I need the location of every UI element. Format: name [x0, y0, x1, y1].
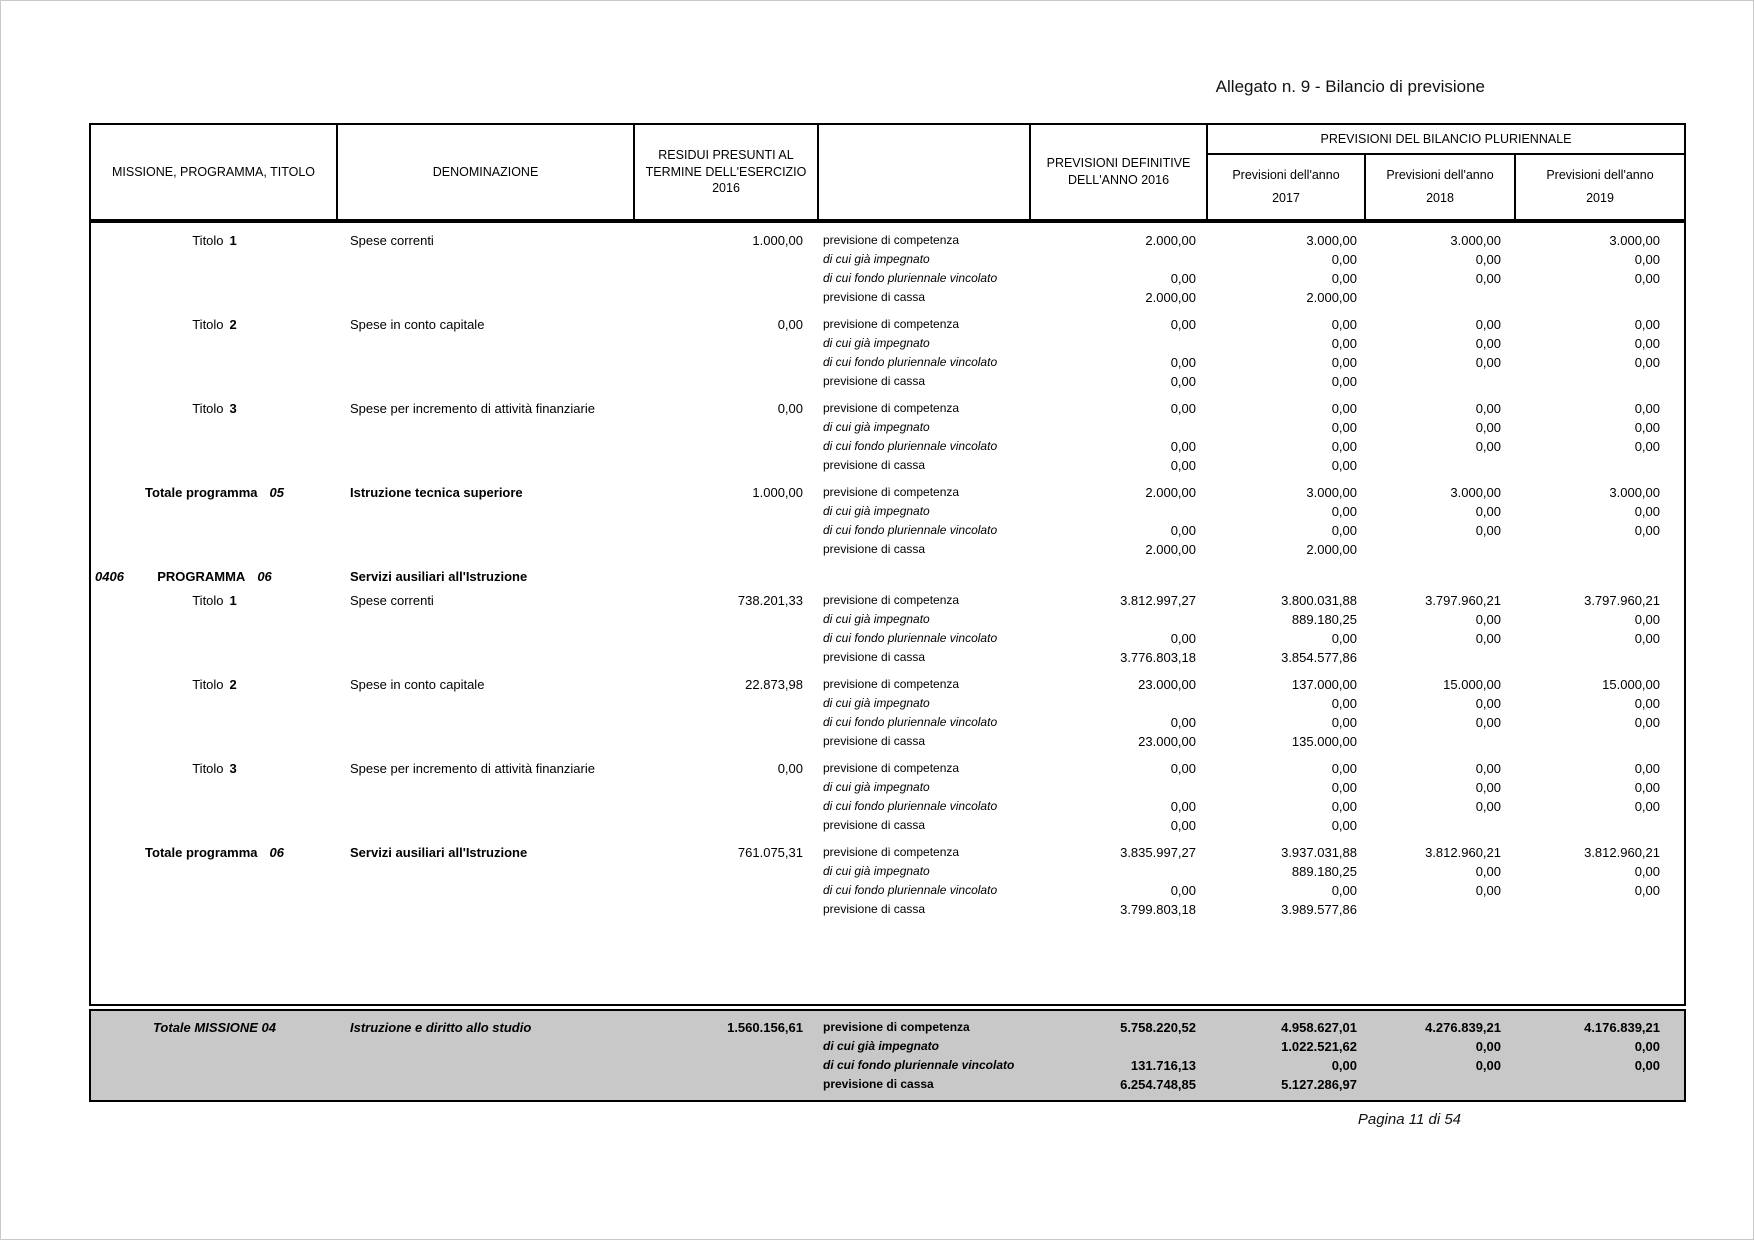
amount-cell: 0,00: [1475, 780, 1501, 795]
amount-cell: 0,00: [1475, 696, 1501, 711]
budget-group: [91, 843, 1684, 919]
header-def2016-line1: PREVISIONI DEFINITIVE: [1046, 156, 1191, 171]
row-label: previsione di competenza: [823, 593, 960, 607]
row-label: previsione di competenza: [823, 1020, 970, 1034]
amount-cell: 0,00: [1331, 252, 1357, 267]
amount-cell: 0,00: [1331, 761, 1357, 776]
group-label-text: Titolo: [192, 677, 224, 692]
amount-cell: 3.000,00: [1306, 233, 1357, 248]
amount-cell: 0,00: [1170, 761, 1196, 776]
amount-cell: 4.958.627,01: [1281, 1020, 1357, 1035]
residui-cell: 22.873,98: [745, 677, 803, 692]
residui-cell: 0,00: [777, 401, 803, 416]
header-residui-line3: 2016: [712, 181, 740, 196]
header-anno-2019-label: Previsioni dell'anno: [1546, 168, 1654, 183]
group-number: 2: [229, 317, 237, 332]
residui-cell: 0,00: [777, 761, 803, 776]
amount-cell: 0,00: [1634, 355, 1660, 370]
amount-cell: 0,00: [1475, 799, 1501, 814]
amount-cell: 3.000,00: [1450, 233, 1501, 248]
header-anno-2018-label: Previsioni dell'anno: [1386, 168, 1494, 183]
denominazione-cell: Servizi ausiliari all'Istruzione: [350, 845, 528, 860]
amount-cell: 0,00: [1170, 271, 1196, 286]
amount-cell: 0,00: [1170, 523, 1196, 538]
row-label: previsione di competenza: [823, 317, 960, 331]
amount-cell: 0,00: [1331, 818, 1357, 833]
budget-group: [91, 591, 1684, 667]
amount-cell: 0,00: [1170, 458, 1196, 473]
amount-cell: 0,00: [1634, 715, 1660, 730]
amount-cell: 0,00: [1170, 631, 1196, 646]
row-label: di cui già impegnato: [823, 420, 930, 434]
amount-cell: 0,00: [1331, 1058, 1357, 1073]
group-label: [91, 483, 338, 502]
amount-cell: 3.776.803,18: [1120, 650, 1196, 665]
denominazione-cell: Spese per incremento di attività finanziarie: [350, 401, 595, 416]
page-number: Pagina 11 di 54: [1357, 1111, 1461, 1128]
amount-cell: 3.797.960,21: [1425, 593, 1501, 608]
amount-cell: 0,00: [1475, 761, 1501, 776]
amount-cell: 0,00: [1331, 631, 1357, 646]
amount-cell: 0,00: [1475, 439, 1501, 454]
amount-cell: 0,00: [1475, 1039, 1501, 1054]
group-number: 06: [269, 845, 284, 860]
header-denominazione-label: DENOMINAZIONE: [432, 164, 539, 179]
group-number: 1: [229, 593, 237, 608]
amount-cell: 1.022.521,62: [1281, 1039, 1357, 1054]
group-label-text: Titolo: [192, 233, 224, 248]
row-label: previsione di cassa: [823, 734, 926, 748]
header-anno-2019-year: 2019: [1586, 191, 1614, 205]
row-label: di cui già impegnato: [823, 336, 930, 350]
amount-cell: 3.000,00: [1609, 485, 1660, 500]
row-label: di cui già impegnato: [823, 696, 930, 710]
group-label: [91, 591, 338, 610]
residui-cell: 1.000,00: [752, 233, 803, 248]
amount-cell: 3.854.577,86: [1281, 650, 1357, 665]
row-label: previsione di competenza: [823, 233, 960, 247]
amount-cell: 0,00: [1170, 374, 1196, 389]
residui-cell: 1.000,00: [752, 485, 803, 500]
group-number: 1: [229, 233, 237, 248]
group-number: 3: [229, 761, 237, 776]
budget-group: [91, 399, 1684, 475]
amount-cell: 0,00: [1634, 883, 1660, 898]
missione-total-block: [89, 1009, 1686, 1102]
amount-cell: 0,00: [1475, 336, 1501, 351]
row-label: di cui fondo pluriennale vincolato: [823, 799, 998, 813]
header-empty-column: [819, 125, 1031, 219]
group-number: 05: [269, 485, 284, 500]
denominazione-cell: Servizi ausiliari all'Istruzione: [350, 569, 528, 584]
amount-cell: 0,00: [1634, 1058, 1660, 1073]
residui-cell: 1.560.156,61: [727, 1020, 803, 1035]
denominazione-cell: Spese correnti: [350, 593, 434, 608]
residui-cell: 738.201,33: [737, 593, 803, 608]
amount-cell: 3.812.960,21: [1584, 845, 1660, 860]
budget-group: [91, 483, 1684, 559]
amount-cell: 0,00: [1331, 715, 1357, 730]
amount-cell: 135.000,00: [1291, 734, 1357, 749]
group-label-text: Titolo: [192, 761, 224, 776]
amount-cell: 3.000,00: [1609, 233, 1660, 248]
amount-cell: 889.180,25: [1291, 612, 1357, 627]
amount-cell: 0,00: [1475, 1058, 1501, 1073]
header-anno-2019: [1516, 155, 1684, 219]
amount-cell: 3.000,00: [1306, 485, 1357, 500]
header-residui-line2: TERMINE DELL'ESERCIZIO: [645, 164, 807, 179]
amount-cell: 0,00: [1634, 439, 1660, 454]
amount-cell: 0,00: [1634, 696, 1660, 711]
amount-cell: 889.180,25: [1291, 864, 1357, 879]
amount-cell: 0,00: [1475, 317, 1501, 332]
row-label: previsione di competenza: [823, 401, 960, 415]
amount-cell: 23.000,00: [1138, 677, 1196, 692]
header-pluriennale-label: PREVISIONI DEL BILANCIO PLURIENNALE: [1320, 131, 1572, 146]
header-previsioni-definitive-2016: [1031, 125, 1208, 219]
row-label: previsione di competenza: [823, 677, 960, 691]
amount-cell: 0,00: [1331, 523, 1357, 538]
header-missione: [91, 125, 338, 219]
header-def2016-line2: DELL'ANNO 2016: [1067, 173, 1170, 187]
residui-cell: 761.075,31: [737, 845, 803, 860]
header-anno-2017-label: Previsioni dell'anno: [1232, 168, 1340, 183]
amount-cell: 0,00: [1634, 631, 1660, 646]
amount-cell: 137.000,00: [1291, 677, 1357, 692]
amount-cell: 0,00: [1475, 523, 1501, 538]
budget-group: [91, 315, 1684, 391]
amount-cell: 0,00: [1331, 271, 1357, 286]
amount-cell: 2.000,00: [1145, 290, 1196, 305]
row-label: di cui fondo pluriennale vincolato: [823, 715, 998, 729]
group-number: 2: [229, 677, 237, 692]
amount-cell: 2.000,00: [1145, 485, 1196, 500]
row-label: previsione di competenza: [823, 485, 960, 499]
header-anno-2018: [1366, 155, 1516, 219]
amount-cell: 15.000,00: [1443, 677, 1501, 692]
amount-cell: 0,00: [1634, 336, 1660, 351]
amount-cell: 0,00: [1331, 401, 1357, 416]
group-label: [91, 759, 338, 778]
amount-cell: 0,00: [1634, 780, 1660, 795]
row-label: previsione di cassa: [823, 818, 926, 832]
amount-cell: 3.797.960,21: [1584, 593, 1660, 608]
group-label: [91, 843, 338, 862]
row-label: previsione di cassa: [823, 458, 926, 472]
amount-cell: 0,00: [1475, 864, 1501, 879]
budget-table: [89, 123, 1686, 1102]
amount-cell: 0,00: [1475, 355, 1501, 370]
row-label: di cui fondo pluriennale vincolato: [823, 631, 998, 645]
group-label-text: PROGRAMMA: [157, 569, 246, 584]
amount-cell: 0,00: [1475, 504, 1501, 519]
amount-cell: 0,00: [1475, 631, 1501, 646]
row-label: previsione di cassa: [823, 902, 926, 916]
amount-cell: 0,00: [1331, 458, 1357, 473]
amount-cell: 15.000,00: [1602, 677, 1660, 692]
missione-total-row: [91, 1018, 1684, 1094]
denominazione-cell: Istruzione e diritto allo studio: [350, 1020, 532, 1035]
amount-cell: 0,00: [1634, 523, 1660, 538]
amount-cell: 0,00: [1331, 439, 1357, 454]
amount-cell: 0,00: [1170, 439, 1196, 454]
group-label: [91, 315, 338, 334]
group-label-text: Totale programma: [145, 485, 258, 500]
amount-cell: 3.800.031,88: [1281, 593, 1357, 608]
amount-cell: 0,00: [1475, 252, 1501, 267]
amount-cell: 0,00: [1331, 336, 1357, 351]
denominazione-cell: Spese in conto capitale: [350, 317, 485, 332]
row-label: di cui già impegnato: [823, 780, 930, 794]
denominazione-cell: Spese in conto capitale: [350, 677, 485, 692]
group-number: 3: [229, 401, 237, 416]
amount-cell: 0,00: [1331, 355, 1357, 370]
header-residui: [635, 125, 819, 219]
row-label: di cui fondo pluriennale vincolato: [823, 523, 998, 537]
amount-cell: 0,00: [1634, 761, 1660, 776]
amount-cell: 0,00: [1634, 252, 1660, 267]
header-bilancio-pluriennale: [1208, 125, 1684, 155]
amount-cell: 3.835.997,27: [1120, 845, 1196, 860]
amount-cell: 0,00: [1634, 504, 1660, 519]
amount-cell: 3.812.960,21: [1425, 845, 1501, 860]
amount-cell: 0,00: [1475, 420, 1501, 435]
row-label: previsione di cassa: [823, 374, 926, 388]
row-label: previsione di competenza: [823, 761, 960, 775]
amount-cell: 0,00: [1331, 780, 1357, 795]
amount-cell: 2.000,00: [1145, 233, 1196, 248]
amount-cell: 0,00: [1331, 504, 1357, 519]
amount-cell: 0,00: [1331, 374, 1357, 389]
row-label: di cui già impegnato: [823, 252, 930, 266]
amount-cell: 0,00: [1170, 799, 1196, 814]
amount-cell: 3.799.803,18: [1120, 902, 1196, 917]
row-label: di cui fondo pluriennale vincolato: [823, 271, 998, 285]
group-label: [91, 231, 338, 250]
header-missione-label: MISSIONE, PROGRAMMA, TITOLO: [111, 164, 316, 179]
group-label-text: Titolo: [192, 401, 224, 416]
amount-cell: 0,00: [1170, 818, 1196, 833]
amount-cell: 0,00: [1634, 612, 1660, 627]
row-label: previsione di cassa: [823, 290, 926, 304]
header-anno-2018-year: 2018: [1426, 191, 1454, 205]
row-label: previsione di cassa: [823, 650, 926, 664]
amount-cell: 0,00: [1475, 715, 1501, 730]
amount-cell: 0,00: [1170, 715, 1196, 730]
amount-cell: 6.254.748,85: [1120, 1077, 1196, 1092]
amount-cell: 0,00: [1475, 271, 1501, 286]
amount-cell: 0,00: [1634, 799, 1660, 814]
row-label: di cui già impegnato: [823, 504, 930, 518]
amount-cell: 0,00: [1170, 355, 1196, 370]
amount-cell: 3.937.031,88: [1281, 845, 1357, 860]
amount-cell: 0,00: [1475, 401, 1501, 416]
amount-cell: 0,00: [1634, 1039, 1660, 1054]
programma-header-row: [91, 567, 1684, 589]
amount-cell: 0,00: [1331, 883, 1357, 898]
budget-group: [91, 675, 1684, 751]
group-number: 06: [257, 569, 272, 584]
group-label: [91, 399, 338, 418]
amount-cell: 2.000,00: [1306, 290, 1357, 305]
header-anno-2017-year: 2017: [1272, 191, 1300, 205]
row-label: previsione di cassa: [823, 1077, 934, 1091]
table-body: [89, 223, 1686, 1006]
denominazione-cell: Istruzione tecnica superiore: [350, 485, 523, 500]
amount-cell: 0,00: [1634, 420, 1660, 435]
group-label-text: Titolo: [192, 317, 224, 332]
amount-cell: 0,00: [1331, 420, 1357, 435]
amount-cell: 3.989.577,86: [1281, 902, 1357, 917]
amount-cell: 0,00: [1475, 612, 1501, 627]
amount-cell: 0,00: [1170, 317, 1196, 332]
row-label: di cui già impegnato: [823, 1039, 940, 1053]
amount-cell: 0,00: [1634, 317, 1660, 332]
page-title: Allegato n. 9 - Bilancio di previsione: [1215, 77, 1485, 96]
header-denominazione: [338, 125, 635, 219]
amount-cell: 0,00: [1634, 864, 1660, 879]
amount-cell: 23.000,00: [1138, 734, 1196, 749]
amount-cell: 3.000,00: [1450, 485, 1501, 500]
amount-cell: 0,00: [1170, 401, 1196, 416]
amount-cell: 3.812.997,27: [1120, 593, 1196, 608]
table-header: [89, 123, 1686, 223]
amount-cell: 0,00: [1331, 317, 1357, 332]
budget-group: [91, 759, 1684, 835]
amount-cell: 4.276.839,21: [1425, 1020, 1501, 1035]
amount-cell: 0,00: [1170, 883, 1196, 898]
amount-cell: 0,00: [1475, 883, 1501, 898]
header-residui-line1: RESIDUI PRESUNTI AL: [658, 147, 794, 162]
row-label: di cui fondo pluriennale vincolato: [823, 355, 998, 369]
denominazione-cell: Spese per incremento di attività finanziarie: [350, 761, 595, 776]
row-label: di cui fondo pluriennale vincolato: [823, 1058, 1015, 1072]
amount-cell: 0,00: [1634, 401, 1660, 416]
row-label: di cui già impegnato: [823, 612, 930, 626]
amount-cell: 5.127.286,97: [1281, 1077, 1357, 1092]
group-label-text: Totale programma: [145, 845, 258, 860]
group-label: [91, 1018, 338, 1037]
row-label: di cui fondo pluriennale vincolato: [823, 883, 998, 897]
amount-cell: 2.000,00: [1306, 542, 1357, 557]
amount-cell: 2.000,00: [1145, 542, 1196, 557]
amount-cell: 0,00: [1331, 696, 1357, 711]
row-label: previsione di cassa: [823, 542, 926, 556]
header-anno-2017: [1208, 155, 1366, 219]
row-label: di cui fondo pluriennale vincolato: [823, 439, 998, 453]
denominazione-cell: Spese correnti: [350, 233, 434, 248]
row-label: previsione di competenza: [823, 845, 960, 859]
group-label: [91, 567, 338, 589]
row-label: di cui già impegnato: [823, 864, 930, 878]
group-label: [91, 675, 338, 694]
group-label-text: Titolo: [192, 593, 224, 608]
amount-cell: 4.176.839,21: [1584, 1020, 1660, 1035]
amount-cell: 0,00: [1331, 799, 1357, 814]
amount-cell: 5.758.220,52: [1120, 1020, 1196, 1035]
programma-code: 0406: [95, 569, 124, 584]
budget-group: [91, 231, 1684, 307]
group-label-text: Totale MISSIONE 04: [152, 1020, 277, 1035]
amount-cell: 0,00: [1634, 271, 1660, 286]
amount-cell: 131.716,13: [1130, 1058, 1196, 1073]
residui-cell: 0,00: [777, 317, 803, 332]
